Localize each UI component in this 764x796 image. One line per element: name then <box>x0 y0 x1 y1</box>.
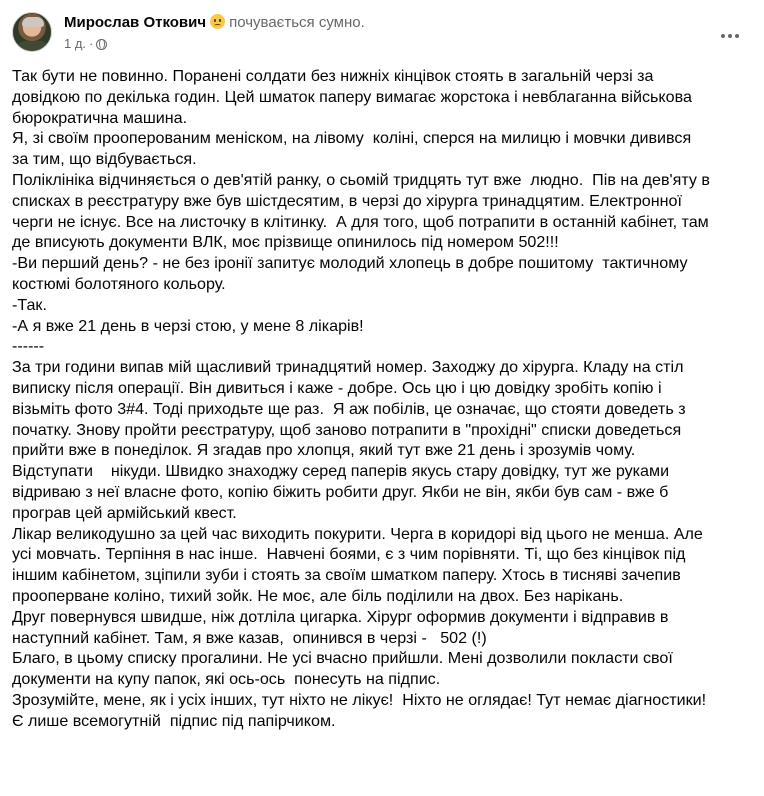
post-text-line: Я, зі своїм прооперованим меніском, на лівому коліні, сперся на милицю і мовчки дивився <box>12 129 692 148</box>
post-text-line: костюмі болотяного кольору. <box>12 274 226 293</box>
more-horizontal-icon <box>721 34 739 38</box>
post-text-line: наступний кабінет. Там, я вже казав, опинився в черзі - 502 (!) <box>12 628 487 647</box>
post-text-line: візьміть фото 3#4. Тоді приходьте ще раз. Я аж побілів, це означає, що стояти доведеть з <box>12 399 686 418</box>
post-text-line: черги не існує. Все на листочку в клітинку. А для того, щоб потрапити в останній кабінет, там <box>12 212 709 231</box>
sad-face-icon <box>210 14 225 29</box>
post-text-line: ------ <box>12 337 45 356</box>
post-text-line: -А я вже 21 день в черзі стою, у мене 8 лікарів! <box>12 316 364 335</box>
post-text <box>12 66 742 732</box>
post-text-line: -Ви перший день? - не без іронії запитує молодий хлопець в добре пошитому тактичному <box>12 254 688 273</box>
post-text-line: програв цей армійський квест. <box>12 503 237 522</box>
post-text-line: Є лише всемогутній підпис під папірчиком. <box>12 711 336 730</box>
more-options-button[interactable] <box>712 18 748 54</box>
post-text-line: документи на купу папок, які ось-ось понесуть на підпис. <box>12 670 441 689</box>
post-text-line: іншим кабінетом, зціпили зуби і стоять за своїм шматком паперу. Хтось в тисняві зачепив <box>12 566 681 585</box>
post-meta <box>64 35 107 53</box>
author-line <box>64 13 365 33</box>
globe-icon[interactable] <box>96 39 107 50</box>
post-text-line: бюрократична машина. <box>12 108 188 127</box>
author-name[interactable]: Мирослав Откович <box>64 14 207 31</box>
post-text-line: Поліклініка відчиняється о дев'ятій ранку, о сьомій тридцять тут вже людно. Пів на дев'яту в <box>12 170 710 189</box>
post-text-line: відриваю з неї власне фото, копію біжить робити друг. Якби не він, якби був сам - вже б <box>12 482 669 501</box>
avatar-hair <box>22 17 44 27</box>
post-text-line: усі мовчать. Терпіння в нас інше. Навчені боями, є з чим порівняти. Ті, що без кінцівок під <box>12 545 686 564</box>
author-avatar[interactable] <box>12 12 52 52</box>
post-text-line: виписку після операції. Він дивиться і каже - добре. Ось цю і цю довідку зробіть копію і <box>12 378 662 397</box>
post-text-line: Так бути не повинно. Поранені солдати без нижніх кінцівок стоять в загальній черзі за <box>12 67 654 85</box>
post-text-line: Відступати нікуди. Швидко знаходжу серед паперів якусь стару довідку, тут же руками <box>12 462 670 481</box>
post-text-line: списках в реєстратуру вже був шістдесятим, в черзі до хірурга тринадцятим. Електронної <box>12 191 682 210</box>
post-text-line: Лікар великодушно за цей час виходить покурити. Черга в коридорі від цього не менша. Але <box>12 524 703 543</box>
post-header <box>12 10 752 62</box>
avatar-shirt <box>17 41 49 52</box>
post-text-line: Зрозумійте, мене, як і усіх інших, тут ніхто не лікує! Ніхто не оглядає! Тут немає діагностики! <box>12 690 707 709</box>
post-text-line: прийти вже в понеділок. Я згадав про хлопця, який тут вже 21 день і зрозумів чому. <box>12 441 636 460</box>
post-text-line: Друг повернувся швидше, ніж дотліла цигарка. Хірург оформив документи і відправив в <box>12 607 669 626</box>
post-text-line: За три години випав мій щасливий тринадцятий номер. Заходжу до хірурга. Кладу на стіл <box>12 358 684 377</box>
post-text-line: прооперване коліно, тихий зойк. Не моє, але біль поділили на двох. Без нарікань. <box>12 586 624 605</box>
meta-separator: · <box>89 36 94 51</box>
post-text-line: за тим, що відбувається. <box>12 150 197 169</box>
post-timestamp[interactable]: 1 д. <box>64 36 87 51</box>
post-text-line: Благо, в цьому списку прогалини. Не усі вчасно прийшли. Мені дозволили покласти свої <box>12 649 673 668</box>
feeling-text: почувається сумно. <box>229 14 365 31</box>
post-text-line: початку. Знову пройти реєстратуру, щоб заново потрапити в "прохідні" списки доведеться <box>12 420 682 439</box>
post-text-line: де вписують документи ВЛК, моє прізвище опинилось під номером 502!!! <box>12 233 559 252</box>
post-text-line: довідкою по декілька годин. Цей шматок паперу вимагає жорстока і невблаганна військова <box>12 87 692 106</box>
post-text-line: -Так. <box>12 295 47 314</box>
